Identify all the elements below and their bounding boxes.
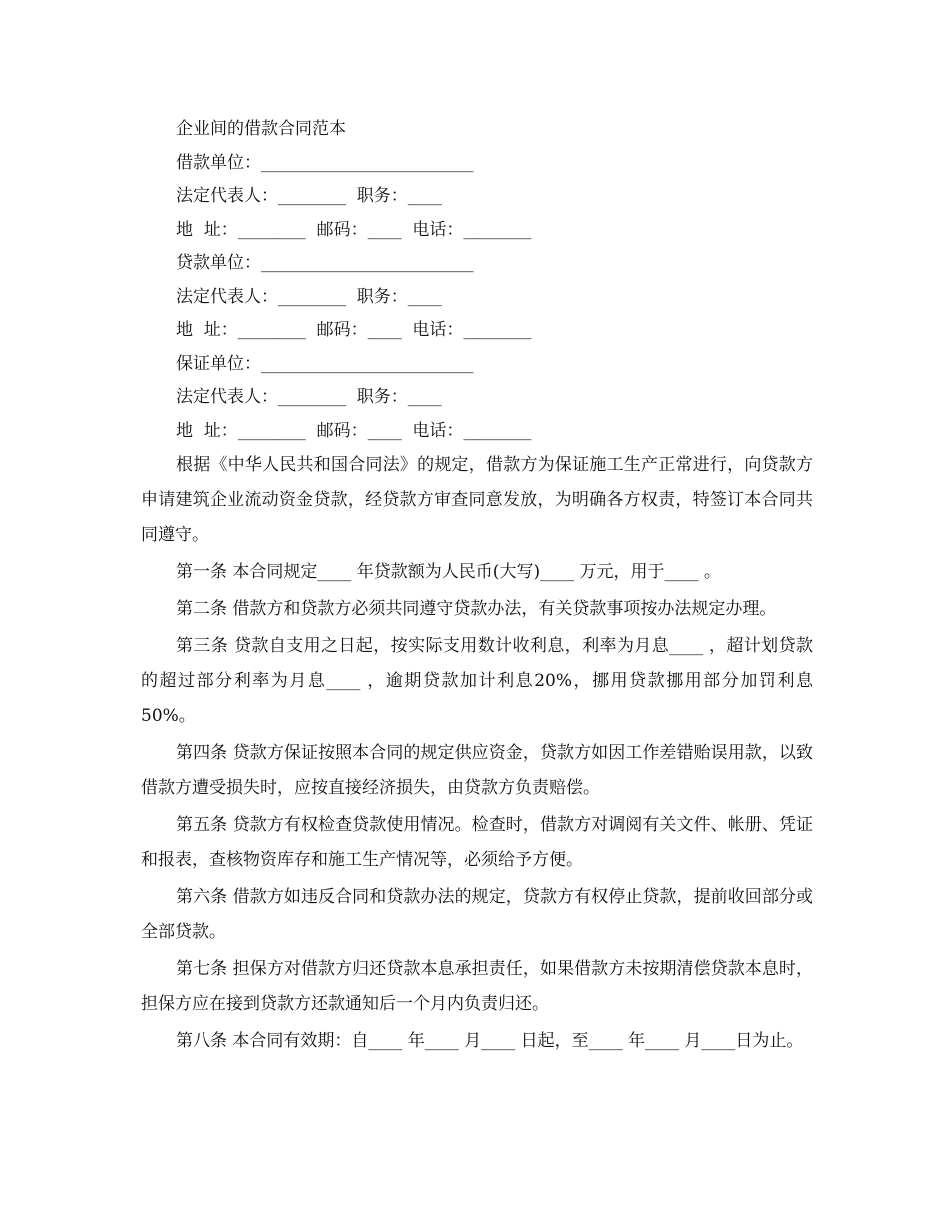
guarantor-address-field: 地 址：________ 邮码：____ 电话：________ <box>176 420 532 441</box>
article-2: 第二条 借款方和贷款方必须共同遵守贷款办法，有关贷款事项按办法规定办理。 <box>176 599 777 619</box>
article-5: 第五条 贷款方有权检查贷款使用情况。检查时，借款方对调阅有关文件、帐册、凭证和报表，查核物资库存和施工生产情况等，必须给予方便。 <box>141 815 813 870</box>
article-3: 第三条 贷款自支用之日起，按实际支用数计收利息，利率为月息____ ，超计划贷款的超过部分利率为月息____ ，逾期贷款加计利息20%，挪用贷款挪用部分加罚利息50%。 <box>141 636 813 726</box>
article-4: 第四条 贷款方保证按照本合同的规定供应资金，贷款方如因工作差错贻误用款，以致借款方遭受损失时，应按直接经济损失，由贷款方负责赔偿。 <box>141 743 813 798</box>
guarantor-representative-field: 法定代表人：________ 职务：____ <box>176 387 442 407</box>
article-7: 第七条 担保方对借款方归还贷款本息承担责任，如果借款方未按期清偿贷款本息时，担保方应在接到贷款方还款通知后一个月内负责归还。 <box>141 959 813 1014</box>
article-6: 第六条 借款方如违反合同和贷款办法的规定，贷款方有权停止贷款，提前收回部分或全部贷款。 <box>141 887 813 942</box>
article-8: 第八条 本合同有效期：自____ 年____ 月____ 日起，至____ 年____ 月____日为止。 <box>176 1031 804 1051</box>
article-1: 第一条 本合同规定____ 年贷款额为人民币(大写)____ 万元，用于____ 。 <box>176 562 721 582</box>
document-title: 企业间的借款合同范本 <box>176 119 346 139</box>
borrower-address-field: 地 址：________ 邮码：____ 电话：________ <box>176 219 532 240</box>
borrower-unit-field: 借款单位：_________________________ <box>176 152 474 173</box>
contract-document <box>141 113 813 1061</box>
guarantor-unit-field: 保证单位：_________________________ <box>176 353 474 374</box>
borrower-representative-field: 法定代表人：________ 职务：____ <box>176 186 442 206</box>
lender-address-field: 地 址：________ 邮码：____ 电话：________ <box>176 320 532 340</box>
lender-unit-field: 贷款单位：_________________________ <box>176 253 474 273</box>
lender-representative-field: 法定代表人：________ 职务：____ <box>176 286 442 307</box>
intro-paragraph: 根据《中华人民共和国合同法》的规定，借款方为保证施工生产正常进行，向贷款方申请建筑企业流动资金贷款，经贷款方审查同意发放，为明确各方权责，特签订本合同共同遵守。 <box>141 455 813 545</box>
